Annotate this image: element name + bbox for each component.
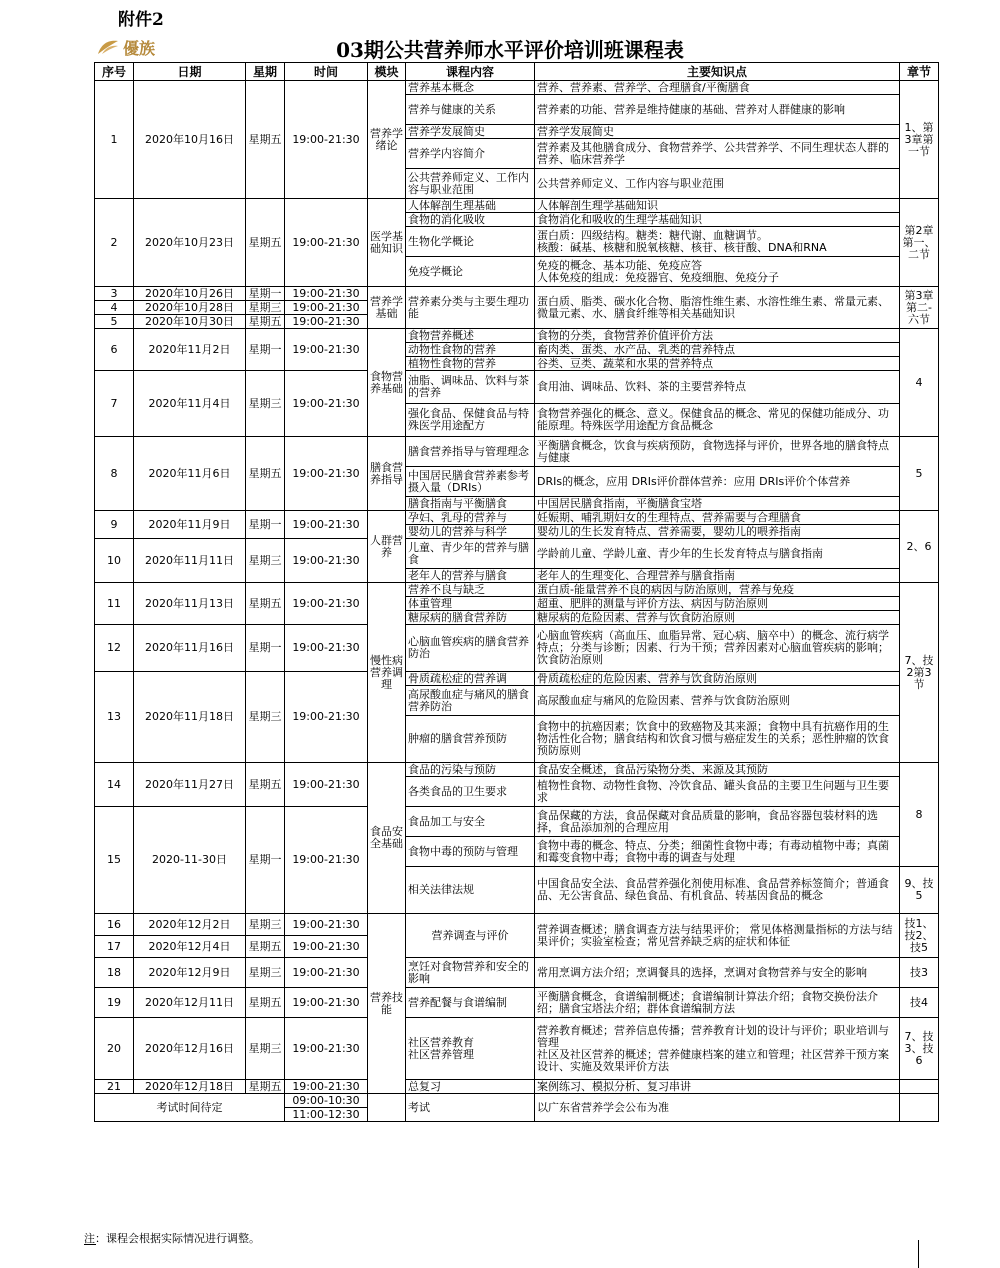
- chapter: 技3: [900, 958, 939, 988]
- page-margin-line: [918, 1240, 919, 1268]
- course-content: 强化食品、保健食品与特殊医学用途配方: [406, 404, 535, 437]
- course-content: 膳食指南与平衡膳食: [406, 497, 535, 511]
- session-time: 19:00-21:30: [285, 329, 368, 371]
- knowledge-points: 超重、肥胖的测量与评价方法、病因与防治原则: [535, 597, 900, 611]
- session-weekday: 星期五: [246, 1080, 285, 1094]
- session-no: 4: [95, 301, 134, 315]
- session-date: 2020年12月2日: [134, 914, 246, 936]
- course-content: 人体解剖生理基础: [406, 199, 535, 213]
- page-title: 03期公共营养师水平评价培训班课程表: [336, 38, 684, 62]
- session-time: 19:00-21:30: [285, 988, 368, 1018]
- knowledge-point-line: 社区及社区营养的概述；营养健康档案的建立和管理；社区营养干预方案设计、实施及效果评价方法: [537, 1047, 889, 1073]
- course-content: 婴幼儿的营养与科学: [406, 525, 535, 539]
- session-weekday: 星期一: [246, 807, 285, 914]
- chapter: 7、技3、技6: [900, 1018, 939, 1080]
- knowledge-point-line: 免疫的概念、基本功能、免疫应答: [537, 258, 702, 272]
- module-name: 食物营养基础: [368, 329, 406, 437]
- session-date: 2020-11-30日: [134, 807, 246, 914]
- header-weekday: 星期: [246, 63, 285, 81]
- course-content: 营养与健康的关系: [406, 95, 535, 125]
- course-content: 膳食营养指导与管理理念: [406, 437, 535, 467]
- session-time: 19:00-21:30: [285, 763, 368, 807]
- chapter: [900, 1094, 939, 1122]
- course-content: 高尿酸血症与痛风的膳食营养防治: [406, 686, 535, 716]
- session-time: 19:00-21:30: [285, 287, 368, 301]
- course-content: 糖尿病的膳食营养防: [406, 611, 535, 625]
- session-no: 20: [95, 1018, 134, 1080]
- session-no: 11: [95, 583, 134, 625]
- chapter: 8: [900, 763, 939, 867]
- session-no: 2: [95, 199, 134, 287]
- knowledge-point-line: 营养教育概述；营养信息传播；营养教育计划的设计与评价；职业培训与管理: [537, 1023, 889, 1049]
- session-no: 12: [95, 625, 134, 672]
- session-no: 13: [95, 672, 134, 763]
- session-no: 7: [95, 371, 134, 437]
- session-date: 2020年11月4日: [134, 371, 246, 437]
- session-weekday: 星期五: [246, 583, 285, 625]
- session-no: 15: [95, 807, 134, 914]
- knowledge-points: 人体解剖生理学基础知识: [535, 199, 900, 213]
- session-time: 19:00-21:30: [285, 936, 368, 958]
- session-date: 2020年11月27日: [134, 763, 246, 807]
- table-row: [95, 371, 939, 404]
- chapter: 第2章第一、二节: [900, 199, 939, 287]
- course-content: 食品的污染与预防: [406, 763, 535, 777]
- table-row: [95, 539, 939, 569]
- session-time: 19:00-21:30: [285, 914, 368, 936]
- knowledge-point-line: 人体免疫的组成：免疫器官、免疫细胞、免疫分子: [537, 270, 779, 284]
- session-date: 2020年10月23日: [134, 199, 246, 287]
- table-row: [95, 287, 939, 301]
- knowledge-points: 食物的分类，食物营养价值评价方法: [535, 329, 900, 343]
- course-content: 植物性食物的营养: [406, 357, 535, 371]
- session-date: 2020年11月6日: [134, 437, 246, 511]
- session-date: 2020年12月18日: [134, 1080, 246, 1094]
- knowledge-points: 植物性食物、动物性食物、冷饮食品、罐头食品的主要卫生问题与卫生要求: [535, 777, 900, 807]
- knowledge-points: 心脑血管疾病（高血压、血脂异常、冠心病、脑卒中）的概念、流行病学特点；分类与诊断；因素、行为干预；营养因素对心脑血管疾病的影响；饮食防治原则: [535, 625, 900, 672]
- knowledge-points: 蛋白质-能量营养不良的病因与防治原则，营养与免疫: [535, 583, 900, 597]
- chapter: 4: [900, 329, 939, 437]
- chapter: 2、6: [900, 511, 939, 583]
- attachment-label: 附件2: [118, 10, 164, 30]
- course-content-line: 社区营养教育: [408, 1035, 474, 1049]
- session-date: 2020年10月28日: [134, 301, 246, 315]
- header-chapter: 章节: [900, 63, 939, 81]
- knowledge-points: 畜肉类、蛋类、水产品、乳类的营养特点: [535, 343, 900, 357]
- table-row: [95, 763, 939, 777]
- course-content: 心脑血管疾病的膳食营养防治: [406, 625, 535, 672]
- table-row: [95, 807, 939, 837]
- course-content: 油脂、调味品、饮料与茶的营养: [406, 371, 535, 404]
- session-time: 19:00-21:30: [285, 81, 368, 199]
- session-time: 19:00-21:30: [285, 625, 368, 672]
- table-row: [95, 988, 939, 1018]
- session-no: 9: [95, 511, 134, 539]
- session-weekday: 星期五: [246, 988, 285, 1018]
- knowledge-points: 谷类、豆类、蔬菜和水果的营养特点: [535, 357, 900, 371]
- table-row: [95, 81, 939, 95]
- session-weekday: 星期五: [246, 81, 285, 199]
- course-content: 烹饪对食物营养和安全的影响: [406, 958, 535, 988]
- session-weekday: 星期一: [246, 287, 285, 301]
- session-weekday: 星期三: [246, 672, 285, 763]
- logo: [96, 36, 155, 58]
- session-no: 1: [95, 81, 134, 199]
- course-content: 总复习: [406, 1080, 535, 1094]
- knowledge-points: 蛋白质、脂类、碳水化合物、脂溶性维生素、水溶性维生素、常量元素、微量元素、水、膳食纤维等相关基础知识: [535, 287, 900, 329]
- module-name: 营养学基础: [368, 287, 406, 329]
- table-row: [95, 329, 939, 343]
- session-weekday: 星期五: [246, 936, 285, 958]
- session-no: 6: [95, 329, 134, 371]
- knowledge-points: 营养、营养素、营养学、合理膳食/平衡膳食: [535, 81, 900, 95]
- knowledge-points: 平衡膳食概念，饮食与疾病预防，食物选择与评价，世界各地的膳食特点与健康: [535, 437, 900, 467]
- chapter: [900, 1080, 939, 1094]
- knowledge-points: 老年人的生理变化、合理营养与膳食指南: [535, 569, 900, 583]
- module-name: 膳食营养指导: [368, 437, 406, 511]
- course-content: 食物营养概述: [406, 329, 535, 343]
- session-date: 2020年12月4日: [134, 936, 246, 958]
- session-no: 19: [95, 988, 134, 1018]
- session-date: 2020年11月18日: [134, 672, 246, 763]
- course-content: 营养学发展简史: [406, 125, 535, 139]
- session-date: 2020年11月16日: [134, 625, 246, 672]
- table-row: [95, 511, 939, 525]
- exam-time-label: 考试时间待定: [95, 1094, 285, 1122]
- module-name: 慢性病营养调理: [368, 583, 406, 763]
- session-date: 2020年11月13日: [134, 583, 246, 625]
- footnote: 注：课程会根据实际情况进行调整。: [84, 1232, 260, 1245]
- module-name: 医学基础知识: [368, 199, 406, 287]
- course-content: 相关法律法规: [406, 867, 535, 914]
- module-name: 人群营养: [368, 511, 406, 583]
- session-no: 21: [95, 1080, 134, 1094]
- knowledge-points: 案例练习、模拟分析、复习串讲: [535, 1080, 900, 1094]
- course-content: 动物性食物的营养: [406, 343, 535, 357]
- table-row: [95, 672, 939, 686]
- course-content: 儿童、青少年的营养与膳食: [406, 539, 535, 569]
- exam-time-slot: 11:00-12:30: [285, 1108, 368, 1122]
- header-module: 模块: [368, 63, 406, 81]
- knowledge-points: 食品安全概述，食品污染物分类、来源及其预防: [535, 763, 900, 777]
- session-time: 19:00-21:30: [285, 301, 368, 315]
- knowledge-points: 食物营养强化的概念、意义。保健食品的概念、常见的保健功能成分、功能原理。特殊医学用途配方食品概念: [535, 404, 900, 437]
- session-weekday: 星期五: [246, 437, 285, 511]
- session-date: 2020年12月11日: [134, 988, 246, 1018]
- session-weekday: 星期三: [246, 1018, 285, 1080]
- header-row: [95, 63, 939, 81]
- session-date: 2020年12月9日: [134, 958, 246, 988]
- chapter: 技1、技2、技5: [900, 914, 939, 958]
- course-content-line: 社区营养管理: [408, 1047, 474, 1061]
- header-points: 主要知识点: [535, 63, 900, 81]
- table-row: [95, 1080, 939, 1094]
- session-time: 19:00-21:30: [285, 511, 368, 539]
- knowledge-points: [535, 257, 900, 287]
- module-name: [368, 1094, 406, 1122]
- session-weekday: 星期三: [246, 371, 285, 437]
- session-time: 19:00-21:30: [285, 199, 368, 287]
- knowledge-points: 营养素及其他膳食成分、食物营养学、公共营养学、不同生理状态人群的营养、临床营养学: [535, 139, 900, 169]
- chapter: 9、技5: [900, 867, 939, 914]
- session-no: 5: [95, 315, 134, 329]
- knowledge-points: 以广东省营养学会公布为准: [535, 1094, 900, 1122]
- course-content: 食物的消化吸收: [406, 213, 535, 227]
- module-name: 营养学绪论: [368, 81, 406, 199]
- session-weekday: 星期五: [246, 315, 285, 329]
- course-content: 肿瘤的膳食营养预防: [406, 716, 535, 763]
- knowledge-points: [535, 1018, 900, 1080]
- session-time: 19:00-21:30: [285, 539, 368, 583]
- knowledge-points: 公共营养师定义、工作内容与职业范围: [535, 169, 900, 199]
- session-time: 19:00-21:30: [285, 371, 368, 437]
- session-weekday: 星期五: [246, 199, 285, 287]
- course-content: 骨质疏松症的营养调: [406, 672, 535, 686]
- header-no: 序号: [95, 63, 134, 81]
- table-row: [95, 958, 939, 988]
- knowledge-points: 糖尿病的危险因素、营养与饮食防治原则: [535, 611, 900, 625]
- course-content: 营养素分类与主要生理功能: [406, 287, 535, 329]
- chapter: 第3章第二-六节: [900, 287, 939, 329]
- course-content: 食物中毒的预防与管理: [406, 837, 535, 867]
- chapter: 7、技2第3节: [900, 583, 939, 763]
- session-weekday: 星期三: [246, 539, 285, 583]
- session-date: 2020年11月9日: [134, 511, 246, 539]
- knowledge-points: 骨质疏松症的危险因素、营养与饮食防治原则: [535, 672, 900, 686]
- session-time: 19:00-21:30: [285, 672, 368, 763]
- session-no: 10: [95, 539, 134, 583]
- course-content: 考试: [406, 1094, 535, 1122]
- session-weekday: 星期三: [246, 958, 285, 988]
- knowledge-points: 学龄前儿童、学龄儿童、青少年的生长发育特点与膳食指南: [535, 539, 900, 569]
- session-no: 17: [95, 936, 134, 958]
- knowledge-points: 营养学发展简史: [535, 125, 900, 139]
- session-date: 2020年11月11日: [134, 539, 246, 583]
- knowledge-points: 常用烹调方法介绍；烹调餐具的选择，烹调对食物营养与安全的影响: [535, 958, 900, 988]
- table-row: [95, 437, 939, 467]
- session-date: 2020年12月16日: [134, 1018, 246, 1080]
- session-weekday: 星期三: [246, 301, 285, 315]
- knowledge-points: 中国食品安全法、食品营养强化剂使用标准、食品营养标签简介；普通食品、无公害食品、绿色食品、有机食品、转基因食品的概念: [535, 867, 900, 914]
- knowledge-point-line: 核酸：碱基、核糖和脱氧核糖、核苷、核苷酸、DNA和RNA: [537, 240, 827, 254]
- session-time: 19:00-21:30: [285, 1080, 368, 1094]
- session-no: 18: [95, 958, 134, 988]
- course-content: 营养基本概念: [406, 81, 535, 95]
- knowledge-points: 食物中的抗癌因素；饮食中的致癌物及其来源；食物中具有抗癌作用的生物活性化合物；膳食结构和饮食习惯与癌症发生的关系；恶性肿瘤的饮食预防原则: [535, 716, 900, 763]
- session-date: 2020年10月30日: [134, 315, 246, 329]
- session-no: 3: [95, 287, 134, 301]
- knowledge-point-line: 蛋白质：四级结构。糖类：糖代谢、血糖调节。: [537, 228, 768, 242]
- knowledge-points: 高尿酸血症与痛风的危险因素、营养与饮食防治原则: [535, 686, 900, 716]
- session-time: 19:00-21:30: [285, 583, 368, 625]
- knowledge-points: 中国居民膳食指南，平衡膳食宝塔: [535, 497, 900, 511]
- module-name: 食品安全基础: [368, 763, 406, 914]
- session-weekday: 星期一: [246, 329, 285, 371]
- knowledge-points: 营养素的功能、营养是维持健康的基础、营养对人群健康的影响: [535, 95, 900, 125]
- logo-text: 優族: [123, 38, 156, 58]
- course-content: 孕妇、乳母的营养与: [406, 511, 535, 525]
- table-row: [95, 625, 939, 672]
- schedule-table: [94, 62, 939, 1122]
- course-content: 中国居民膳食营养素参考摄入量（DRIs）: [406, 467, 535, 497]
- course-content: 营养学内容简介: [406, 139, 535, 169]
- knowledge-points: 食物消化和吸收的生理学基础知识: [535, 213, 900, 227]
- course-content: 各类食品的卫生要求: [406, 777, 535, 807]
- course-content: 老年人的营养与膳食: [406, 569, 535, 583]
- session-no: 14: [95, 763, 134, 807]
- chapter: 1、第3章第一节: [900, 81, 939, 199]
- course-content: 营养不良与缺乏: [406, 583, 535, 597]
- knowledge-points: 营养调查概述；膳食调查方法与结果评价； 常见体格测量指标的方法与结果评价；实验室检查；常见营养缺乏病的症状和体征: [535, 914, 900, 958]
- exam-row: [95, 1094, 939, 1108]
- session-no: 8: [95, 437, 134, 511]
- leaf-logo-icon: [96, 38, 120, 56]
- knowledge-points: [535, 227, 900, 257]
- chapter: 5: [900, 437, 939, 511]
- module-name: 营养技能: [368, 914, 406, 1094]
- course-content: 公共营养师定义、工作内容与职业范围: [406, 169, 535, 199]
- session-weekday: 星期五: [246, 763, 285, 807]
- session-time: 19:00-21:30: [285, 315, 368, 329]
- session-date: 2020年10月26日: [134, 287, 246, 301]
- knowledge-points: 食物中毒的概念、特点、分类；细菌性食物中毒；有毒动植物中毒；真菌和霉变食物中毒；食物中毒的调查与处理: [535, 837, 900, 867]
- knowledge-points: 食品保藏的方法，食品保藏对食品质量的影响，食品容器包装材料的选择，食品添加剂的合理应用: [535, 807, 900, 837]
- session-date: 2020年11月2日: [134, 329, 246, 371]
- session-date: 2020年10月16日: [134, 81, 246, 199]
- session-time: 19:00-21:30: [285, 807, 368, 914]
- session-time: 19:00-21:30: [285, 437, 368, 511]
- session-no: 16: [95, 914, 134, 936]
- exam-time-slot: 09:00-10:30: [285, 1094, 368, 1108]
- course-content: 体重管理: [406, 597, 535, 611]
- table-row: [95, 583, 939, 597]
- session-time: 19:00-21:30: [285, 1018, 368, 1080]
- knowledge-points: 婴幼儿的生长发育特点、营养需要，婴幼儿的喂养指南: [535, 525, 900, 539]
- session-weekday: 星期一: [246, 625, 285, 672]
- table-row: [95, 199, 939, 213]
- header-time: 时间: [285, 63, 368, 81]
- session-weekday: 星期三: [246, 914, 285, 936]
- knowledge-points: 平衡膳食概念，食谱编制概述；食谱编制计算法介绍；食物交换份法介绍；膳食宝塔法介绍；群体食谱编制方法: [535, 988, 900, 1018]
- course-content: 免疫学概论: [406, 257, 535, 287]
- session-time: 19:00-21:30: [285, 958, 368, 988]
- course-content: 营养配餐与食谱编制: [406, 988, 535, 1018]
- table-row: [95, 914, 939, 936]
- header-date: 日期: [134, 63, 246, 81]
- knowledge-points: 食用油、调味品、饮料、茶的主要营养特点: [535, 371, 900, 404]
- course-content: 营养调查与评价: [406, 914, 535, 958]
- chapter: 技4: [900, 988, 939, 1018]
- course-content: [406, 1018, 535, 1080]
- knowledge-points: DRIs的概念，应用 DRIs评价群体营养：应用 DRIs评价个体营养: [535, 467, 900, 497]
- table-row: [95, 1018, 939, 1080]
- header-content: 课程内容: [406, 63, 535, 81]
- knowledge-points: 妊娠期、哺乳期妇女的生理特点、营养需要与合理膳食: [535, 511, 900, 525]
- course-content: 生物化学概论: [406, 227, 535, 257]
- course-content: 食品加工与安全: [406, 807, 535, 837]
- session-weekday: 星期一: [246, 511, 285, 539]
